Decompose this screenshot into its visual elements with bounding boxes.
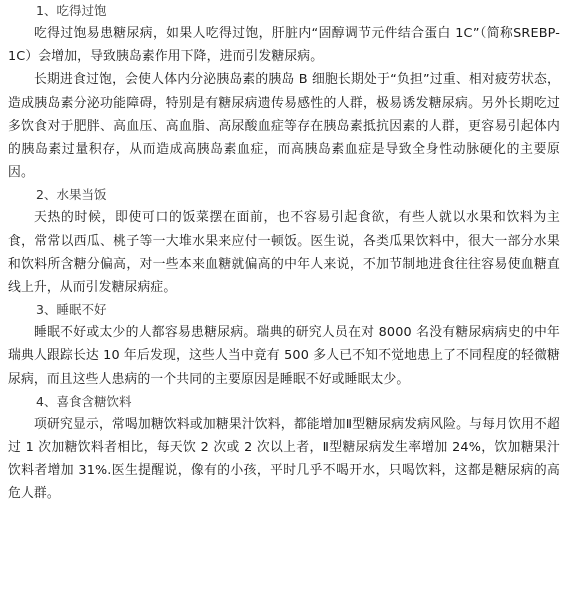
section-heading: 3、睡眠不好 [36,302,107,318]
section-heading: 2、水果当饭 [36,187,107,203]
paragraph: 项研究显示，常喝加糖饮料或加糖果汁饮料，都能增加Ⅱ型糖尿病发病风险。与每月饮用不超过 1 次加糖饮料者相比，每天饮 2 次或 2 次以上者，Ⅱ型糖尿病发生率增加 24%，饮加糖果汁饮料者增加 31%.医生提醒说，像有的小孩，平时几乎不喝开水，只喝饮料，这都是糖尿病的高危人群。 [8,416,560,502]
section-sugary-drinks [8,391,560,506]
paragraph: 天热的时候，即使可口的饭菜摆在面前，也不容易引起食欲，有些人就以水果和饮料为主食，常常以西瓜、桃子等一大堆水果来应付一顿饭。医生说，各类瓜果饮料中，很大一部分水果和饮料所含糖分偏高，对一些本来血糖就偏高的中年人来说，不加节制地进食往往容易使血糖直线上升，从而引发糖尿病症。 [8,210,560,296]
section-heading: 1、吃得过饱 [36,3,107,18]
section-poor-sleep [8,299,560,391]
paragraph: 长期进食过饱，会使人体内分泌胰岛素的胰岛 B 细胞长期处于“负担”过重、相对疲劳状态，造成胰岛素分泌功能障碍，特别是有糖尿病遗传易感性的人群，极易诱发糖尿病。另外长期吃过多饮食对于肥胖、高血压、高血脂、高尿酸血症等存在胰岛素抵抗因素的人群，更容易引起体内的胰岛素过量积存，从而造成高胰岛素血症，而高胰岛素血症是导致全身性动脉硬化的主要原因。 [8,72,560,181]
section-fruit-as-meal [8,184,560,299]
paragraph: 睡眠不好或太少的人都容易患糖尿病。瑞典的研究人员在对 8000 名没有糖尿病病史的中年瑞典人跟踪长达 10 年后发现，这些人当中竟有 500 多人已不知不觉地患上了不同程度的轻微糖尿病，而且这些人患病的一个共同的主要原因是睡眠不好或睡眠太少。 [8,325,560,387]
section-overeating [8,0,560,184]
paragraph: 吃得过饱易患糖尿病，如果人吃得过饱，肝脏内“固醇调节元件结合蛋白 1C”（简称SREBP-1C）会增加，导致胰岛素作用下降，进而引发糖尿病。 [8,26,560,65]
section-heading: 4、喜食含糖饮料 [36,393,132,409]
